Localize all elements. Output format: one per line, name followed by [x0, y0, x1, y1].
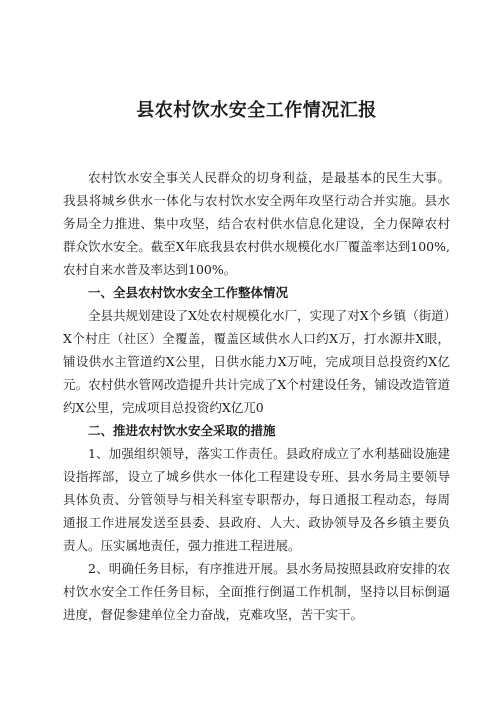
section-heading-overall: 一、全县农村饮水安全工作整体情况	[88, 285, 289, 300]
document-title: 县农村饮水安全工作情况汇报	[136, 100, 377, 121]
intro-paragraph: 农村饮水安全事关人民群众的切身利益，是最基本的民生大事。我县将城乡供水一体化与农村饮水安全两年攻坚行动合并实施。县水务局全力推进、集中攻坚，结合农村供水信息化建设，全力保障农村群众饮水安全。截至X年底我县农村供水规模化水厂覆盖率达到100%,农村自来水普及率达到100%。	[63, 170, 450, 277]
section-heading-measures: 二、推进农村饮水安全采取的措施	[88, 423, 276, 438]
measure-paragraph-1: 1、加强组织领导，落实工作责任。县政府成立了水利基础设施建设指挥部，设立了城乡供水一体化工程建设专班、县水务局主要领导具体负责、分管领导与相关科室专职帮办，每日通报工程动态，每周通报工作进展发送至县委、县政府、人大、政协领导及各乡镇主要负责人。压实属地责任，强力推进工程进展。	[63, 446, 450, 553]
measure-paragraph-2: 2、明确任务目标，有序推进开展。县水务局按照县政府安排的农村饮水安全工作任务目标，全面推行倒逼工作机制，坚持以目标倒逼进度，督促参建单位全力奋战，克难攻坚，苦干实干。	[63, 561, 450, 622]
section-body-overall: 全县共规划建设了X处农村规模化水厂，实现了对X个乡镇（街道）X个村庄（社区）全覆盖，覆盖区域供水人口约X万，打水源井X眼，铺设供水主管道约X公里，日供水能力X万吨，完成项目总投资约X亿元。农村供水管网改造提升共计完成了X个村建设任务，铺设改造管道约X公里，完成项目总投资约X亿兀0	[63, 308, 450, 415]
